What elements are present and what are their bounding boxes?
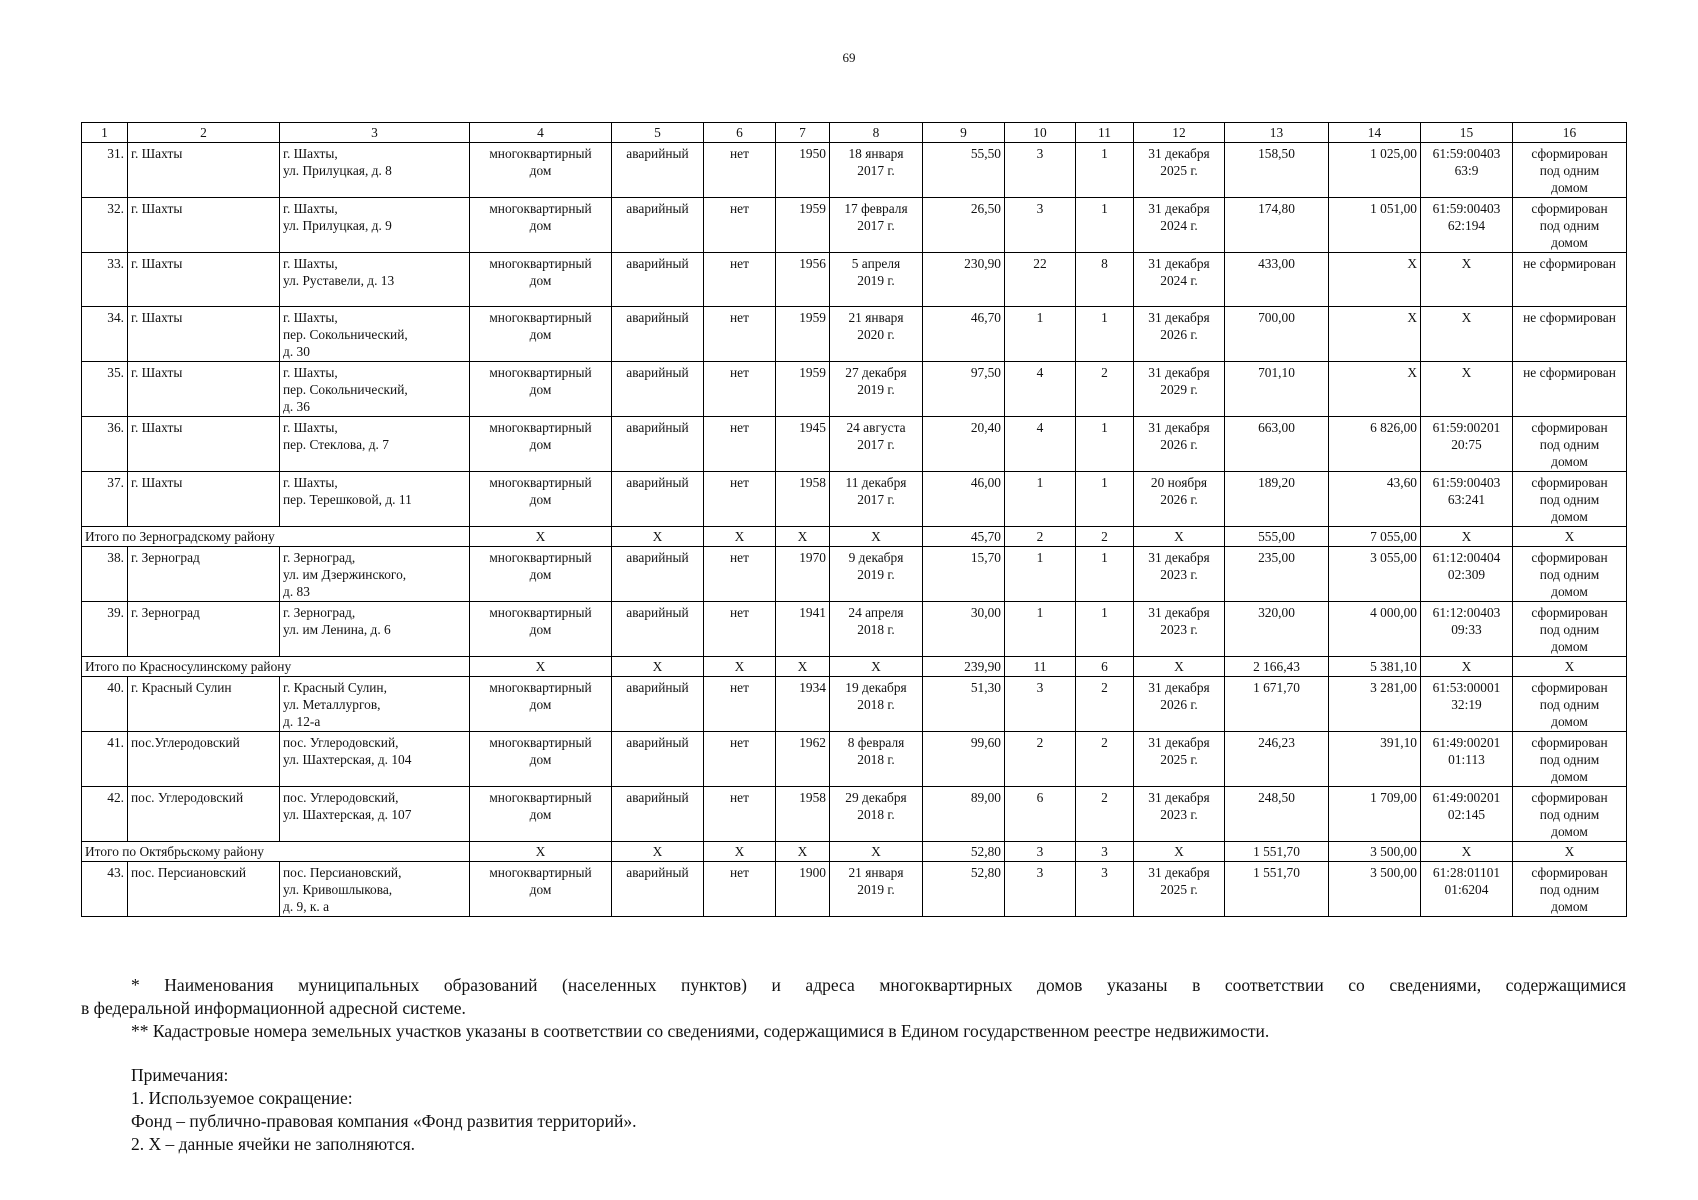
table-cell: аварийный — [612, 732, 704, 787]
table-cell: сформирован под одним домом — [1513, 787, 1627, 842]
remarks-title: Примечания: — [131, 1065, 229, 1085]
table-cell: 3 — [1005, 677, 1076, 732]
table-cell: нет — [704, 677, 776, 732]
table-cell: 29 декабря 2018 г. — [830, 787, 923, 842]
table-cell: многоквартирный дом — [470, 253, 612, 307]
table-cell: X — [1421, 253, 1513, 307]
table-cell: 61:59:00201 20:75 — [1421, 417, 1513, 472]
table-cell: аварийный — [612, 253, 704, 307]
table-cell: г. Зерноград — [128, 547, 280, 602]
table-cell: 31 декабря 2026 г. — [1134, 677, 1225, 732]
table-cell: 230,90 — [923, 253, 1005, 307]
table-row — [82, 417, 1627, 472]
spacer — [81, 1043, 1626, 1064]
table-cell: г. Шахты, пер. Сокольнический, д. 36 — [280, 362, 470, 417]
table-cell: 1 551,70 — [1225, 862, 1329, 917]
header-cell: 16 — [1513, 123, 1627, 143]
total-cell: X — [1513, 657, 1627, 677]
table-cell: 32. — [82, 198, 128, 253]
total-cell: X — [830, 527, 923, 547]
table-cell: нет — [704, 472, 776, 527]
table-cell: 61:59:00403 63:241 — [1421, 472, 1513, 527]
table-cell: 40. — [82, 677, 128, 732]
table-cell: 1 025,00 — [1329, 143, 1421, 198]
district-total-row — [82, 527, 1627, 547]
table-cell: 55,50 — [923, 143, 1005, 198]
table-cell: 6 — [1005, 787, 1076, 842]
total-cell: X — [612, 527, 704, 547]
header-cell: 13 — [1225, 123, 1329, 143]
header-cell: 12 — [1134, 123, 1225, 143]
table-cell: 31 декабря 2025 г. — [1134, 732, 1225, 787]
table-cell: 246,23 — [1225, 732, 1329, 787]
table-cell: 31 декабря 2025 г. — [1134, 143, 1225, 198]
table-cell: г. Шахты, пер. Стеклова, д. 7 — [280, 417, 470, 472]
table-cell: нет — [704, 862, 776, 917]
table-cell: сформирован под одним домом — [1513, 198, 1627, 253]
footnote-address-line2: в федеральной информационной адресной системе. — [81, 998, 466, 1018]
total-cell: X — [1134, 842, 1225, 862]
table-cell: не сформирован — [1513, 307, 1627, 362]
total-cell: X — [1513, 527, 1627, 547]
table-cell: 15,70 — [923, 547, 1005, 602]
table-cell: 1900 — [776, 862, 830, 917]
table-row — [82, 143, 1627, 198]
notes-section — [81, 974, 1626, 1156]
table-cell: 1 — [1005, 472, 1076, 527]
table-cell: 235,00 — [1225, 547, 1329, 602]
table-cell: многоквартирный дом — [470, 862, 612, 917]
table-cell: многоквартирный дом — [470, 362, 612, 417]
table-cell: X — [1329, 253, 1421, 307]
table-cell: 700,00 — [1225, 307, 1329, 362]
table-cell: 31 декабря 2026 г. — [1134, 307, 1225, 362]
remarks-item-2: 2. X – данные ячейки не заполняются. — [131, 1134, 416, 1154]
total-cell: 2 — [1076, 527, 1134, 547]
total-cell: X — [612, 842, 704, 862]
table-cell: г. Шахты — [128, 198, 280, 253]
table-cell: нет — [704, 253, 776, 307]
table-cell: многоквартирный дом — [470, 602, 612, 657]
table-cell: 4 — [1005, 417, 1076, 472]
table-cell: 19 декабря 2018 г. — [830, 677, 923, 732]
table-cell: аварийный — [612, 362, 704, 417]
header-cell: 11 — [1076, 123, 1134, 143]
total-cell: X — [1421, 527, 1513, 547]
table-cell: X — [1421, 307, 1513, 362]
table-cell: 1941 — [776, 602, 830, 657]
table-cell: 1 671,70 — [1225, 677, 1329, 732]
table-row — [82, 732, 1627, 787]
table-cell: 1 — [1076, 307, 1134, 362]
table-cell: 2 — [1076, 732, 1134, 787]
table-row — [82, 602, 1627, 657]
district-total-label: Итого по Октябрьскому району — [82, 842, 470, 862]
table-cell: 33. — [82, 253, 128, 307]
table-cell: многоквартирный дом — [470, 677, 612, 732]
table-cell: 158,50 — [1225, 143, 1329, 198]
table-cell: г. Шахты, пер. Сокольнический, д. 30 — [280, 307, 470, 362]
table-cell: аварийный — [612, 547, 704, 602]
table-cell: сформирован под одним домом — [1513, 547, 1627, 602]
table-cell: 1970 — [776, 547, 830, 602]
header-cell: 5 — [612, 123, 704, 143]
table-cell: 1 — [1076, 417, 1134, 472]
total-cell: X — [612, 657, 704, 677]
table-cell: пос. Персиановский, ул. Кривошлыкова, д. 9, к. а — [280, 862, 470, 917]
total-cell: 11 — [1005, 657, 1076, 677]
table-cell: 31 декабря 2024 г. — [1134, 198, 1225, 253]
table-cell: многоквартирный дом — [470, 732, 612, 787]
total-cell: X — [830, 657, 923, 677]
table-cell: 51,30 — [923, 677, 1005, 732]
table-cell: г. Зерноград, ул. им Ленина, д. 6 — [280, 602, 470, 657]
table-cell: нет — [704, 362, 776, 417]
table-cell: нет — [704, 143, 776, 198]
table-cell: нет — [704, 787, 776, 842]
table-cell: 31 декабря 2029 г. — [1134, 362, 1225, 417]
total-cell: 3 — [1076, 842, 1134, 862]
table-cell: 18 января 2017 г. — [830, 143, 923, 198]
total-cell: 2 166,43 — [1225, 657, 1329, 677]
table-cell: пос.Углеродовский — [128, 732, 280, 787]
total-cell: 555,00 — [1225, 527, 1329, 547]
table-cell: X — [1421, 362, 1513, 417]
table-cell: г. Красный Сулин, ул. Металлургов, д. 12-а — [280, 677, 470, 732]
total-cell: X — [1134, 527, 1225, 547]
table-cell: многоквартирный дом — [470, 787, 612, 842]
footnote-address-line1: * Наименования муниципальных образований (населенных пунктов) и адреса многоквартирных домов указаны в соответствии со сведениями, содержащимися — [131, 975, 1626, 995]
table-cell: 701,10 — [1225, 362, 1329, 417]
housing-registry-table — [81, 122, 1627, 917]
table-cell: г. Зерноград, ул. им Дзержинского, д. 83 — [280, 547, 470, 602]
table-cell: 36. — [82, 417, 128, 472]
table-cell: 663,00 — [1225, 417, 1329, 472]
total-cell: X — [704, 842, 776, 862]
table-cell: многоквартирный дом — [470, 472, 612, 527]
table-cell: 3 — [1005, 198, 1076, 253]
table-cell: 9 декабря 2019 г. — [830, 547, 923, 602]
district-total-row — [82, 842, 1627, 862]
header-cell: 3 — [280, 123, 470, 143]
total-cell: 3 500,00 — [1329, 842, 1421, 862]
header-cell: 14 — [1329, 123, 1421, 143]
table-cell: сформирован под одним домом — [1513, 143, 1627, 198]
table-row — [82, 472, 1627, 527]
table-cell: 38. — [82, 547, 128, 602]
table-cell: 3 500,00 — [1329, 862, 1421, 917]
table-row — [82, 862, 1627, 917]
table-cell: X — [1329, 307, 1421, 362]
table-cell: 2 — [1005, 732, 1076, 787]
table-cell: 24 августа 2017 г. — [830, 417, 923, 472]
header-cell: 6 — [704, 123, 776, 143]
table-cell: 4 000,00 — [1329, 602, 1421, 657]
total-cell: 1 551,70 — [1225, 842, 1329, 862]
table-cell: 31 декабря 2023 г. — [1134, 787, 1225, 842]
table-cell: 61:12:00403 09:33 — [1421, 602, 1513, 657]
table-cell: 52,80 — [923, 862, 1005, 917]
table-cell: 1959 — [776, 307, 830, 362]
table-cell: 31. — [82, 143, 128, 198]
table-cell: 1 — [1005, 307, 1076, 362]
table-cell: сформирован под одним домом — [1513, 732, 1627, 787]
table-cell: г. Шахты, ул. Прилуцкая, д. 9 — [280, 198, 470, 253]
table-cell: сформирован под одним домом — [1513, 472, 1627, 527]
table-cell: 1 051,00 — [1329, 198, 1421, 253]
table-cell: 22 — [1005, 253, 1076, 307]
table-cell: 17 февраля 2017 г. — [830, 198, 923, 253]
header-cell: 10 — [1005, 123, 1076, 143]
table-cell: 26,50 — [923, 198, 1005, 253]
table-cell: 1959 — [776, 362, 830, 417]
table-cell: 433,00 — [1225, 253, 1329, 307]
table-cell: 1 — [1076, 547, 1134, 602]
total-cell: X — [830, 842, 923, 862]
table-cell: 46,70 — [923, 307, 1005, 362]
table-cell: 1959 — [776, 198, 830, 253]
table-cell: г. Шахты — [128, 143, 280, 198]
total-cell: X — [1421, 842, 1513, 862]
table-cell: 248,50 — [1225, 787, 1329, 842]
table-cell: 41. — [82, 732, 128, 787]
total-cell: X — [470, 842, 612, 862]
table-cell: г. Шахты — [128, 307, 280, 362]
table-cell: г. Шахты, пер. Терешковой, д. 11 — [280, 472, 470, 527]
district-total-label: Итого по Красносулинскому району — [82, 657, 470, 677]
table-cell: 61:28:01101 01:6204 — [1421, 862, 1513, 917]
table-cell: г. Красный Сулин — [128, 677, 280, 732]
remarks-item-1-detail: Фонд – публично-правовая компания «Фонд развития территорий». — [131, 1111, 637, 1131]
total-cell: X — [704, 657, 776, 677]
table-cell: многоквартирный дом — [470, 307, 612, 362]
table-cell: 21 января 2019 г. — [830, 862, 923, 917]
table-cell: пос. Персиановский — [128, 862, 280, 917]
table-cell: 31 декабря 2023 г. — [1134, 602, 1225, 657]
total-cell: 52,80 — [923, 842, 1005, 862]
table-cell: 1 — [1005, 602, 1076, 657]
table-cell: 39. — [82, 602, 128, 657]
table-cell: 43. — [82, 862, 128, 917]
total-cell: 3 — [1005, 842, 1076, 862]
table-cell: сформирован под одним домом — [1513, 862, 1627, 917]
table-cell: 27 декабря 2019 г. — [830, 362, 923, 417]
table-cell: 3 — [1005, 862, 1076, 917]
table-cell: 1950 — [776, 143, 830, 198]
table-cell: аварийный — [612, 862, 704, 917]
table-cell: 1945 — [776, 417, 830, 472]
table-row — [82, 547, 1627, 602]
table-cell: аварийный — [612, 198, 704, 253]
table-cell: 1 — [1076, 198, 1134, 253]
table-cell: г. Шахты — [128, 253, 280, 307]
table-cell: 37. — [82, 472, 128, 527]
table-cell: 2 — [1076, 362, 1134, 417]
header-cell: 8 — [830, 123, 923, 143]
table-cell: 1956 — [776, 253, 830, 307]
table-cell: аварийный — [612, 143, 704, 198]
table-cell: 2 — [1076, 677, 1134, 732]
total-cell: X — [704, 527, 776, 547]
total-cell: X — [776, 527, 830, 547]
district-total-row — [82, 657, 1627, 677]
table-cell: 3 281,00 — [1329, 677, 1421, 732]
table-cell: 3 — [1076, 862, 1134, 917]
table-cell: пос. Углеродовский — [128, 787, 280, 842]
table-row — [82, 787, 1627, 842]
header-cell: 4 — [470, 123, 612, 143]
table-cell: 3 — [1005, 143, 1076, 198]
table-cell: 61:59:00403 62:194 — [1421, 198, 1513, 253]
total-cell: 5 381,10 — [1329, 657, 1421, 677]
table-cell: 97,50 — [923, 362, 1005, 417]
table-cell: г. Зерноград — [128, 602, 280, 657]
table-cell: 43,60 — [1329, 472, 1421, 527]
table-cell: аварийный — [612, 602, 704, 657]
table-cell: не сформирован — [1513, 362, 1627, 417]
table-cell: г. Шахты, ул. Руставели, д. 13 — [280, 253, 470, 307]
table-cell: 1 — [1076, 602, 1134, 657]
table-cell: 1958 — [776, 472, 830, 527]
table-cell: 61:59:00403 63:9 — [1421, 143, 1513, 198]
table-cell: X — [1329, 362, 1421, 417]
table-cell: пос. Углеродовский, ул. Шахтерская, д. 107 — [280, 787, 470, 842]
table-cell: 320,00 — [1225, 602, 1329, 657]
table-cell: 46,00 — [923, 472, 1005, 527]
header-row — [82, 123, 1627, 143]
total-cell: X — [1421, 657, 1513, 677]
table-cell: 99,60 — [923, 732, 1005, 787]
table-row — [82, 307, 1627, 362]
table-cell: нет — [704, 198, 776, 253]
table-cell: аварийный — [612, 472, 704, 527]
table-cell: 20,40 — [923, 417, 1005, 472]
table-cell: нет — [704, 417, 776, 472]
table-cell: 3 055,00 — [1329, 547, 1421, 602]
table-cell: 34. — [82, 307, 128, 362]
table-cell: нет — [704, 732, 776, 787]
total-cell: X — [1513, 842, 1627, 862]
table-cell: 61:53:00001 32:19 — [1421, 677, 1513, 732]
table-cell: 21 января 2020 г. — [830, 307, 923, 362]
page-number: 69 — [842, 50, 856, 65]
table-cell: многоквартирный дом — [470, 417, 612, 472]
table-cell: 31 декабря 2023 г. — [1134, 547, 1225, 602]
table-row — [82, 362, 1627, 417]
table-cell: 391,10 — [1329, 732, 1421, 787]
header-cell: 9 — [923, 123, 1005, 143]
table-cell: 24 апреля 2018 г. — [830, 602, 923, 657]
table-cell: не сформирован — [1513, 253, 1627, 307]
total-cell: 45,70 — [923, 527, 1005, 547]
table-cell: многоквартирный дом — [470, 143, 612, 198]
table-cell: нет — [704, 547, 776, 602]
table-cell: многоквартирный дом — [470, 547, 612, 602]
total-cell: 2 — [1005, 527, 1076, 547]
table-row — [82, 198, 1627, 253]
table-cell: 31 декабря 2024 г. — [1134, 253, 1225, 307]
table-cell: нет — [704, 307, 776, 362]
footnote-cadastral: ** Кадастровые номера земельных участков указаны в соответствии со сведениями, содержащимися в Едином государственном реестре недвижимости. — [131, 1021, 1270, 1041]
table-cell: 1 — [1005, 547, 1076, 602]
remarks-item-1: 1. Используемое сокращение: — [131, 1088, 353, 1108]
table-cell: 20 ноября 2026 г. — [1134, 472, 1225, 527]
table-cell: г. Шахты — [128, 362, 280, 417]
table-cell: 8 февраля 2018 г. — [830, 732, 923, 787]
table-cell: 30,00 — [923, 602, 1005, 657]
table-cell: нет — [704, 602, 776, 657]
table-cell: аварийный — [612, 787, 704, 842]
total-cell: X — [776, 842, 830, 862]
table-cell: г. Шахты — [128, 417, 280, 472]
table-cell: 1958 — [776, 787, 830, 842]
total-cell: X — [470, 527, 612, 547]
table-cell: 189,20 — [1225, 472, 1329, 527]
table-cell: 174,80 — [1225, 198, 1329, 253]
table-cell: сформирован под одним домом — [1513, 602, 1627, 657]
header-cell: 2 — [128, 123, 280, 143]
table-cell: аварийный — [612, 417, 704, 472]
table-cell: 1934 — [776, 677, 830, 732]
table-cell: 31 декабря 2026 г. — [1134, 417, 1225, 472]
table-cell: сформирован под одним домом — [1513, 417, 1627, 472]
table-cell: 61:49:00201 02:145 — [1421, 787, 1513, 842]
table-row — [82, 677, 1627, 732]
table-cell: 61:12:00404 02:309 — [1421, 547, 1513, 602]
table-cell: г. Шахты — [128, 472, 280, 527]
table-cell: 1 — [1076, 143, 1134, 198]
district-total-label: Итого по Зерноградскому району — [82, 527, 470, 547]
table-row — [82, 253, 1627, 307]
header-cell: 1 — [82, 123, 128, 143]
table-cell: пос. Углеродовский, ул. Шахтерская, д. 104 — [280, 732, 470, 787]
table-cell: 2 — [1076, 787, 1134, 842]
table-cell: 61:49:00201 01:113 — [1421, 732, 1513, 787]
header-cell: 15 — [1421, 123, 1513, 143]
total-cell: 239,90 — [923, 657, 1005, 677]
table-cell: г. Шахты, ул. Прилуцкая, д. 8 — [280, 143, 470, 198]
table-cell: 42. — [82, 787, 128, 842]
total-cell: X — [776, 657, 830, 677]
table-cell: 4 — [1005, 362, 1076, 417]
table-cell: 5 апреля 2019 г. — [830, 253, 923, 307]
table-cell: 6 826,00 — [1329, 417, 1421, 472]
table-cell: аварийный — [612, 307, 704, 362]
table-cell: многоквартирный дом — [470, 198, 612, 253]
table-cell: сформирован под одним домом — [1513, 677, 1627, 732]
total-cell: X — [1134, 657, 1225, 677]
table-cell: аварийный — [612, 677, 704, 732]
table-cell: 35. — [82, 362, 128, 417]
total-cell: 7 055,00 — [1329, 527, 1421, 547]
total-cell: X — [470, 657, 612, 677]
table-cell: 8 — [1076, 253, 1134, 307]
table-cell: 31 декабря 2025 г. — [1134, 862, 1225, 917]
table-cell: 1 709,00 — [1329, 787, 1421, 842]
table-body — [82, 123, 1627, 917]
table-cell: 11 декабря 2017 г. — [830, 472, 923, 527]
header-cell: 7 — [776, 123, 830, 143]
table-cell: 1962 — [776, 732, 830, 787]
total-cell: 6 — [1076, 657, 1134, 677]
table-cell: 1 — [1076, 472, 1134, 527]
table-cell: 89,00 — [923, 787, 1005, 842]
